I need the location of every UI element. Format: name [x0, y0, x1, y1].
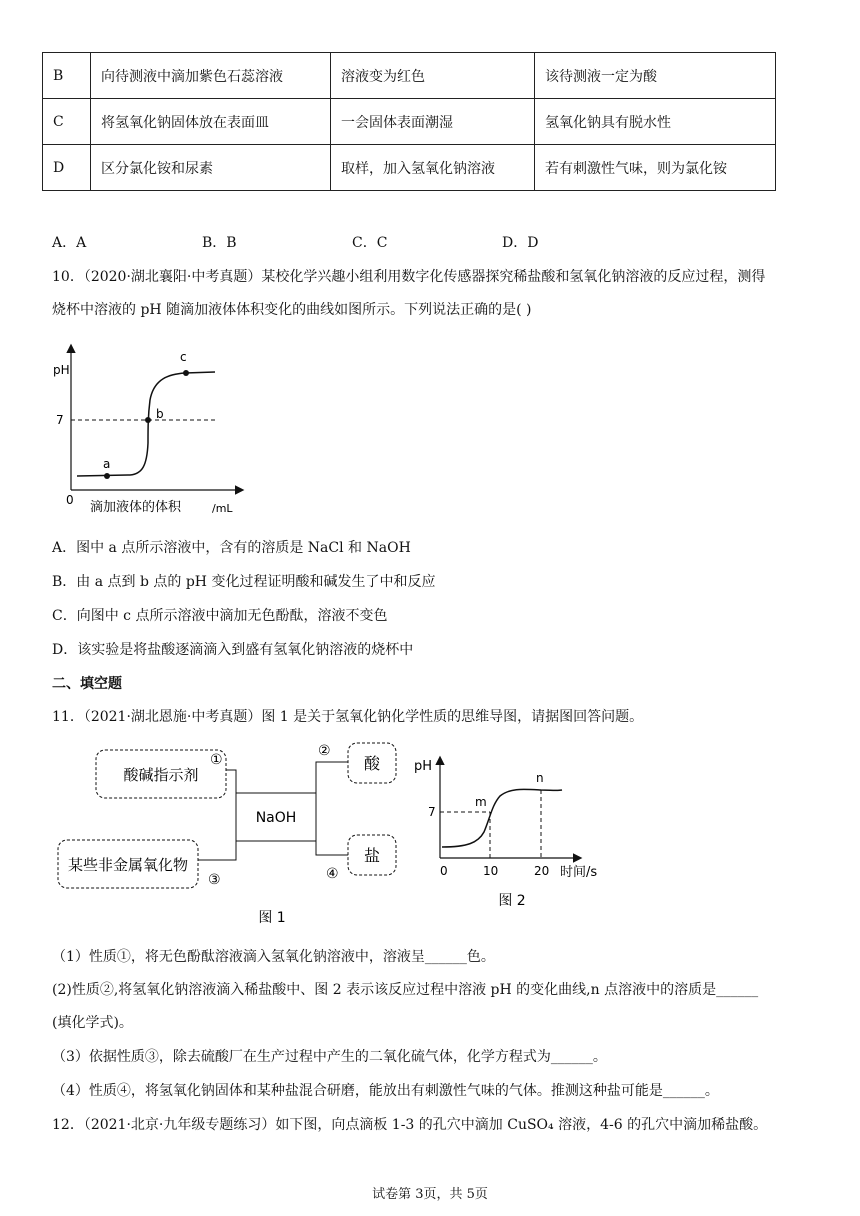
ph-curve: [77, 372, 215, 476]
point-a: [104, 473, 110, 479]
table-row: [43, 53, 776, 99]
q9-choice-d: D．D: [502, 235, 539, 251]
x20-label: 20: [534, 864, 550, 878]
x-axis-label: 滴加液体的体积: [90, 500, 182, 515]
q12-stem: 12．（2021·北京·九年级专题练习）如下图，向点滴板 1-3 的孔穴中滴加 CuSO₄ 溶液，4-6 的孔穴中滴加稀盐酸。: [52, 1117, 768, 1133]
row-phenomenon: 一会固体表面潮湿: [331, 99, 535, 145]
row-conclusion: 若有刺激性气味，则为氯化铵: [535, 145, 776, 191]
q11-part2-cont: (填化学式)。: [52, 1015, 133, 1031]
q11-part4: （4）性质④，将氢氧化钠固体和某种盐混合研磨，能放出有刺激性气味的气体。推测这种盐可能是______。: [52, 1083, 719, 1099]
y-axis-label: pH: [414, 759, 433, 774]
point-b: [145, 417, 151, 423]
svg-text:NaOH: NaOH: [255, 810, 297, 826]
q11-part1: （1）性质①，将无色酚酞溶液滴入氢氧化钠溶液中，溶液呈______色。: [52, 949, 495, 965]
row-phenomenon: 溶液变为红色: [331, 53, 535, 99]
row-operation: 区分氯化铵和尿素: [91, 145, 331, 191]
q11-part2: (2)性质②,将氢氧化钠溶液滴入稀盐酸中、图 2 表示该反应过程中溶液 pH 的变化曲线,n 点溶液中的溶质是______: [52, 982, 759, 998]
fig2-caption: 图 2: [498, 893, 526, 909]
svg-text:盐: 盐: [363, 846, 381, 865]
svg-text:酸碱指示剂: 酸碱指示剂: [123, 766, 199, 784]
x10-label: 10: [483, 864, 499, 878]
label-c: c: [180, 350, 187, 364]
q10-ph-graph: [50, 338, 260, 520]
label-b: b: [156, 407, 164, 421]
point-n-label: n: [536, 771, 544, 785]
n2-label: ②: [318, 743, 331, 759]
row-phenomenon: 取样，加入氢氧化钠溶液: [331, 145, 535, 191]
q11-figure2-ph-graph: [412, 750, 598, 915]
page-footer: 试卷第 3页，共 5页: [372, 1187, 488, 1202]
ph-curve: [442, 789, 562, 847]
origin-label: 0: [66, 493, 74, 507]
ph7-label: 7: [56, 413, 64, 427]
label-a: a: [103, 457, 111, 471]
q10-option-d: D．该实验是将盐酸逐滴滴入到盛有氢氧化钠溶液的烧杯中: [52, 642, 414, 658]
table-row: [43, 99, 776, 145]
q10-option-a: A．图中 a 点所示溶液中，含有的溶质是 NaCl 和 NaOH: [52, 540, 411, 556]
q9-choice-a: A．A: [52, 235, 87, 251]
section-title: 二、填空题: [52, 676, 122, 692]
row-label: D: [43, 145, 91, 191]
q10-option-c: C．向图中 c 点所示溶液中滴加无色酚酞，溶液不变色: [52, 608, 388, 624]
ph7-label: 7: [428, 805, 436, 819]
row-conclusion: 该待测液一定为酸: [535, 53, 776, 99]
q11-part3: （3）依据性质③，除去硫酸厂在生产过程中产生的二氧化硫气体，化学方程式为______。: [52, 1049, 607, 1065]
svg-text:某些非金属氧化物: 某些非金属氧化物: [67, 856, 189, 874]
point-m-label: m: [475, 795, 487, 809]
y-axis-label: pH: [53, 363, 70, 377]
row-operation: 将氢氧化钠固体放在表面皿: [91, 99, 331, 145]
q11-figure1-mindmap: [50, 740, 410, 930]
row-conclusion: 氢氧化钠具有脱水性: [535, 99, 776, 145]
origin-label: 0: [440, 864, 448, 878]
row-label: C: [43, 99, 91, 145]
fig1-caption: 图 1: [258, 910, 286, 926]
n1-label: ①: [210, 752, 223, 768]
q10-option-b: B．由 a 点到 b 点的 pH 变化过程证明酸和碱发生了中和反应: [52, 574, 436, 590]
svg-text:酸: 酸: [363, 754, 381, 773]
row-operation: 向待测液中滴加紫色石蕊溶液: [91, 53, 331, 99]
q9-choice-b: B．B: [202, 235, 237, 251]
table-row: [43, 145, 776, 191]
x-axis-unit: /mL: [212, 502, 233, 515]
options-table: [42, 52, 776, 191]
q9-choice-c: C．C: [352, 235, 388, 251]
n4-label: ④: [326, 866, 339, 882]
n3-label: ③: [208, 872, 221, 888]
q10-stem-line1: 10．（2020·湖北襄阳·中考真题）某校化学兴趣小组利用数字化传感器探究稀盐酸和氢氧化钠溶液的反应过程，测得: [52, 269, 766, 285]
q10-stem-line2: 烧杯中溶液的 pH 随滴加液体体积变化的曲线如图所示。下列说法正确的是( ): [52, 302, 532, 318]
x-axis-label: 时间/s: [560, 865, 598, 880]
row-label: B: [43, 53, 91, 99]
point-c: [183, 370, 189, 376]
q11-stem: 11．（2021·湖北恩施·中考真题）图 1 是关于氢氧化钠化学性质的思维导图，请据图回答问题。: [52, 709, 644, 725]
